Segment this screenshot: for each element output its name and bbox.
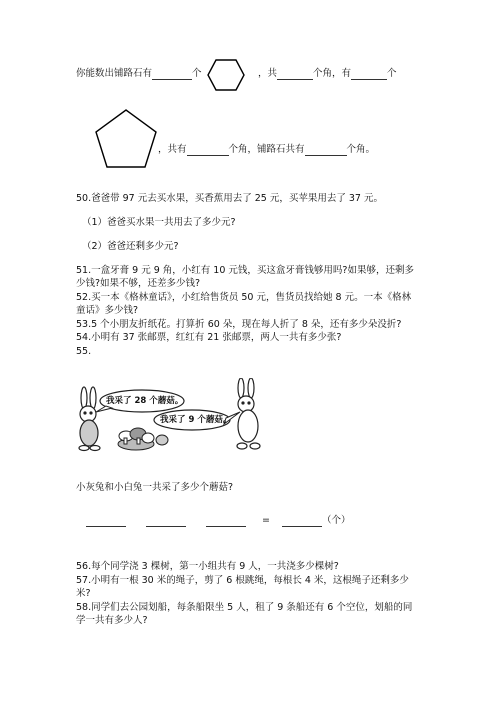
pave-text-h: 个角。 [346, 144, 376, 155]
pave-text-d: 个角，有 [313, 68, 352, 79]
pave-question-line1-right [258, 68, 397, 80]
answer-blank[interactable] [152, 69, 192, 80]
hexagon-figure [206, 58, 246, 92]
q55-question: 小灰兔和小白兔一共采了多少个蘑菇? [76, 482, 234, 493]
q50-sub1: （1）爸爸买水果一共用去了多少元? [82, 217, 236, 228]
q56-line1: 56.每个同学浇 3 棵树，第一小组共有 9 人，一共浇多少棵树? [76, 561, 339, 572]
answer-blank[interactable] [282, 516, 322, 527]
answer-blank[interactable] [351, 69, 387, 80]
q50-stem: 50.爸爸带 97 元去买水果，买香蕉用去了 25 元，买苹果用去了 37 元。 [76, 193, 383, 204]
answer-blank[interactable] [305, 145, 347, 156]
q51-line1: 51.一盒牙膏 9 元 9 角，小红有 10 元钱，买这盒牙膏钱够用吗?如果够，还剩多 [76, 265, 414, 276]
answer-blank[interactable] [206, 516, 246, 527]
pentagon-figure [94, 108, 158, 170]
pave-text-b: 个 [192, 68, 202, 79]
q50-sub2: （2）爸爸还剩多少元? [82, 241, 179, 252]
pave-text-e: 个 [387, 68, 397, 79]
q58-line1: 58.同学们去公园划船，每条船限坐 5 人，租了 9 条船还有 6 个空位，划船的同 [76, 602, 413, 613]
pave-text-f: ，共有 [158, 144, 187, 155]
bubble-left-text: 我采了 28 个蘑菇。 [106, 396, 184, 406]
right-rabbit-icon [237, 378, 260, 449]
bubble-right-text: 我采了 9 个蘑菇。 [160, 415, 232, 425]
pave-question-line1 [76, 68, 202, 80]
q53-line1: 53.5 个小朋友折纸花。打算折 60 朵，现在每人折了 8 朵，还有多少朵没折? [76, 319, 402, 330]
answer-blank[interactable] [277, 69, 313, 80]
left-rabbit-icon [79, 387, 100, 451]
pave-question-line2 [158, 144, 375, 156]
pave-text-a: 你能数出铺路石有 [76, 68, 153, 79]
answer-blank[interactable] [86, 516, 126, 527]
mushroom-basket-icon [118, 428, 168, 450]
q51-line2: 少钱?如果不够，还差多少钱? [76, 278, 201, 289]
unit-label: （个） [321, 515, 351, 526]
q55-number: 55. [76, 346, 92, 357]
answer-blank[interactable] [187, 145, 229, 156]
q52-line1: 52.买一本《格林童话》，小红给售货员 50 元，售货员找给她 8 元。一本《格林 [76, 292, 412, 303]
equals-sign: = [262, 515, 270, 526]
q58-line2: 学一共有多少人? [76, 615, 148, 626]
q57-line2: 米? [76, 588, 91, 599]
q57-line1: 57.小明有一根 30 米的绳子，剪了 6 根跳绳，每根长 4 米，这根绳子还剩多少 [76, 575, 409, 586]
q54-line1: 54.小明有 37 张邮票，红红有 21 张邮票，两人一共有多少张? [76, 332, 342, 343]
q55-equation [86, 515, 350, 527]
pave-text-c: ，共 [258, 68, 278, 79]
q52-line2: 童话》多少钱? [76, 305, 139, 316]
answer-blank[interactable] [146, 516, 186, 527]
pave-text-g: 个角，铺路石共有 [228, 144, 305, 155]
